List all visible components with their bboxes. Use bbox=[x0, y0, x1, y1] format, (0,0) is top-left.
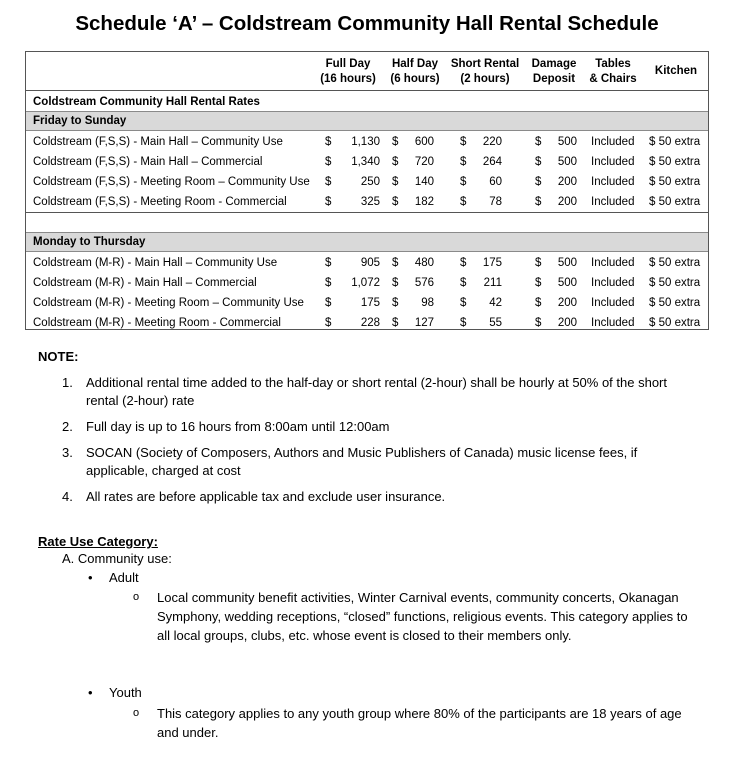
cell-short: 60 bbox=[489, 176, 502, 188]
table-row bbox=[26, 132, 708, 152]
currency-symbol: $ bbox=[325, 196, 332, 208]
cell-tables: Included bbox=[591, 257, 635, 269]
header-tables-chairs: Tables & Chairs bbox=[589, 58, 637, 85]
cell-tables: Included bbox=[591, 277, 635, 289]
rate-name: Coldstream (M-R) - Main Hall – Commercial bbox=[33, 277, 257, 289]
cell-kitchen: $ 50 extra bbox=[649, 136, 701, 148]
rate-name: Coldstream (F,S,S) - Main Hall – Commercial bbox=[33, 156, 263, 168]
table-row bbox=[26, 273, 708, 293]
group-label-fri-sun: Friday to Sunday bbox=[26, 111, 708, 131]
cell-half: 480 bbox=[414, 257, 434, 269]
cell-full: 1,130 bbox=[351, 136, 380, 148]
currency-symbol: $ bbox=[535, 156, 542, 168]
header-full-day: Full Day (16 hours) bbox=[320, 58, 376, 85]
cell-kitchen: $ 50 extra bbox=[649, 257, 701, 269]
document-title: Schedule ‘A’ – Coldstream Community Hall Rental Schedule bbox=[75, 12, 659, 35]
currency-symbol: $ bbox=[535, 297, 542, 309]
currency-symbol: $ bbox=[325, 257, 332, 269]
currency-symbol: $ bbox=[535, 257, 542, 269]
currency-symbol: $ bbox=[392, 257, 399, 269]
rate-name: Coldstream (M-R) - Meeting Room – Community Use bbox=[33, 297, 304, 309]
currency-symbol: $ bbox=[535, 136, 542, 148]
cell-full: 1,072 bbox=[351, 277, 380, 289]
cell-half: 600 bbox=[414, 136, 434, 148]
cell-deposit: 500 bbox=[557, 156, 577, 168]
sub-bullet-icon: o bbox=[133, 707, 140, 719]
cell-short: 78 bbox=[489, 196, 502, 208]
currency-symbol: $ bbox=[460, 317, 467, 329]
section-title: Coldstream Community Hall Rental Rates bbox=[26, 93, 708, 111]
currency-symbol: $ bbox=[392, 196, 399, 208]
header-kitchen: Kitchen bbox=[654, 65, 698, 77]
currency-symbol: $ bbox=[392, 156, 399, 168]
header-short-rental: Short Rental (2 hours) bbox=[450, 58, 520, 85]
currency-symbol: $ bbox=[535, 317, 542, 329]
rate-use-heading: Rate Use Category: bbox=[38, 534, 158, 549]
cell-short: 264 bbox=[482, 156, 502, 168]
cell-tables: Included bbox=[591, 136, 635, 148]
cell-kitchen: $ 50 extra bbox=[649, 277, 701, 289]
cell-deposit: 500 bbox=[557, 257, 577, 269]
currency-symbol: $ bbox=[535, 196, 542, 208]
note-heading: NOTE: bbox=[38, 349, 79, 364]
table-row bbox=[26, 313, 708, 333]
table-row bbox=[26, 253, 708, 273]
cell-half: 720 bbox=[414, 156, 434, 168]
cell-half: 182 bbox=[414, 196, 434, 208]
cell-tables: Included bbox=[591, 317, 635, 329]
cell-kitchen: $ 50 extra bbox=[649, 317, 701, 329]
cell-full: 905 bbox=[360, 257, 380, 269]
youth-description: This category applies to any youth group where 80% of the participants are 18 years of age and under. bbox=[157, 706, 682, 740]
cell-deposit: 500 bbox=[557, 136, 577, 148]
table-header bbox=[26, 52, 708, 91]
cell-kitchen: $ 50 extra bbox=[649, 196, 701, 208]
table-row bbox=[26, 293, 708, 313]
rate-name: Coldstream (M-R) - Main Hall – Community Use bbox=[33, 257, 278, 269]
currency-symbol: $ bbox=[460, 176, 467, 188]
cell-full: 325 bbox=[360, 196, 380, 208]
cell-short: 55 bbox=[489, 317, 502, 329]
currency-symbol: $ bbox=[460, 277, 467, 289]
cell-full: 175 bbox=[360, 297, 380, 309]
currency-symbol: $ bbox=[535, 277, 542, 289]
cell-full: 250 bbox=[360, 176, 380, 188]
rate-name: Coldstream (F,S,S) - Meeting Room – Community Use bbox=[33, 176, 310, 188]
cell-kitchen: $ 50 extra bbox=[649, 176, 701, 188]
cell-deposit: 500 bbox=[557, 277, 577, 289]
cell-half: 576 bbox=[414, 277, 434, 289]
currency-symbol: $ bbox=[460, 136, 467, 148]
table-row bbox=[26, 192, 708, 212]
cell-deposit: 200 bbox=[557, 176, 577, 188]
currency-symbol: $ bbox=[460, 156, 467, 168]
category-a-label: A. Community use: bbox=[62, 551, 172, 566]
note-item: 3. SOCAN (Society of Composers, Authors and Music Publishers of Canada) music license fees, if applicable, charged at cost bbox=[62, 445, 638, 478]
cell-deposit: 200 bbox=[557, 297, 577, 309]
rate-name: Coldstream (M-R) - Meeting Room - Commercial bbox=[33, 317, 281, 329]
table-row bbox=[26, 172, 708, 192]
header-damage-deposit: Damage Deposit bbox=[531, 58, 577, 85]
cell-deposit: 200 bbox=[557, 317, 577, 329]
rate-name: Coldstream (F,S,S) - Main Hall – Community Use bbox=[33, 136, 283, 148]
adult-label: Adult bbox=[109, 570, 139, 585]
group-label-mon-thu: Monday to Thursday bbox=[26, 232, 708, 252]
cell-half: 98 bbox=[421, 297, 434, 309]
cell-half: 127 bbox=[414, 317, 434, 329]
currency-symbol: $ bbox=[392, 176, 399, 188]
note-item: 2. Full day is up to 16 hours from 8:00am until 12:00am bbox=[62, 419, 390, 434]
currency-symbol: $ bbox=[392, 277, 399, 289]
currency-symbol: $ bbox=[325, 156, 332, 168]
header-half-day: Half Day (6 hours) bbox=[390, 58, 440, 85]
currency-symbol: $ bbox=[460, 196, 467, 208]
currency-symbol: $ bbox=[392, 297, 399, 309]
cell-short: 220 bbox=[482, 136, 502, 148]
rate-name: Coldstream (F,S,S) - Meeting Room - Commercial bbox=[33, 196, 287, 208]
currency-symbol: $ bbox=[392, 317, 399, 329]
cell-tables: Included bbox=[591, 156, 635, 168]
adult-description: Local community benefit activities, Winter Carnival events, community concerts, Okanagan Symphony, wedding receptions, “closed” functions, religious events. This category applies to all local groups, clubs, etc. whose event is closed to their members only. bbox=[157, 590, 688, 643]
cell-short: 42 bbox=[489, 297, 502, 309]
currency-symbol: $ bbox=[325, 136, 332, 148]
bullet-icon: • bbox=[88, 570, 93, 585]
cell-tables: Included bbox=[591, 176, 635, 188]
sub-bullet-icon: o bbox=[133, 591, 140, 603]
cell-short: 175 bbox=[482, 257, 502, 269]
currency-symbol: $ bbox=[460, 297, 467, 309]
note-item: 4. All rates are before applicable tax and exclude user insurance. bbox=[62, 489, 446, 504]
cell-full: 1,340 bbox=[351, 156, 380, 168]
cell-full: 228 bbox=[360, 317, 380, 329]
cell-tables: Included bbox=[591, 297, 635, 309]
youth-label: Youth bbox=[109, 685, 142, 700]
cell-deposit: 200 bbox=[557, 196, 577, 208]
currency-symbol: $ bbox=[325, 176, 332, 188]
currency-symbol: $ bbox=[325, 297, 332, 309]
currency-symbol: $ bbox=[535, 176, 542, 188]
currency-symbol: $ bbox=[392, 136, 399, 148]
note-item: 1. Additional rental time added to the half-day or short rental (2-hour) shall be hourly at 50% of the short rental (2-hour) rate bbox=[62, 375, 667, 408]
group-spacer bbox=[26, 212, 708, 233]
cell-short: 211 bbox=[483, 277, 502, 289]
table-row bbox=[26, 152, 708, 172]
notes-list bbox=[62, 374, 702, 514]
currency-symbol: $ bbox=[325, 317, 332, 329]
cell-half: 140 bbox=[414, 176, 434, 188]
cell-tables: Included bbox=[591, 196, 635, 208]
bullet-icon: • bbox=[88, 685, 93, 700]
cell-kitchen: $ 50 extra bbox=[649, 297, 701, 309]
rental-rates-table bbox=[25, 51, 709, 330]
currency-symbol: $ bbox=[325, 277, 332, 289]
currency-symbol: $ bbox=[460, 257, 467, 269]
cell-kitchen: $ 50 extra bbox=[649, 156, 701, 168]
